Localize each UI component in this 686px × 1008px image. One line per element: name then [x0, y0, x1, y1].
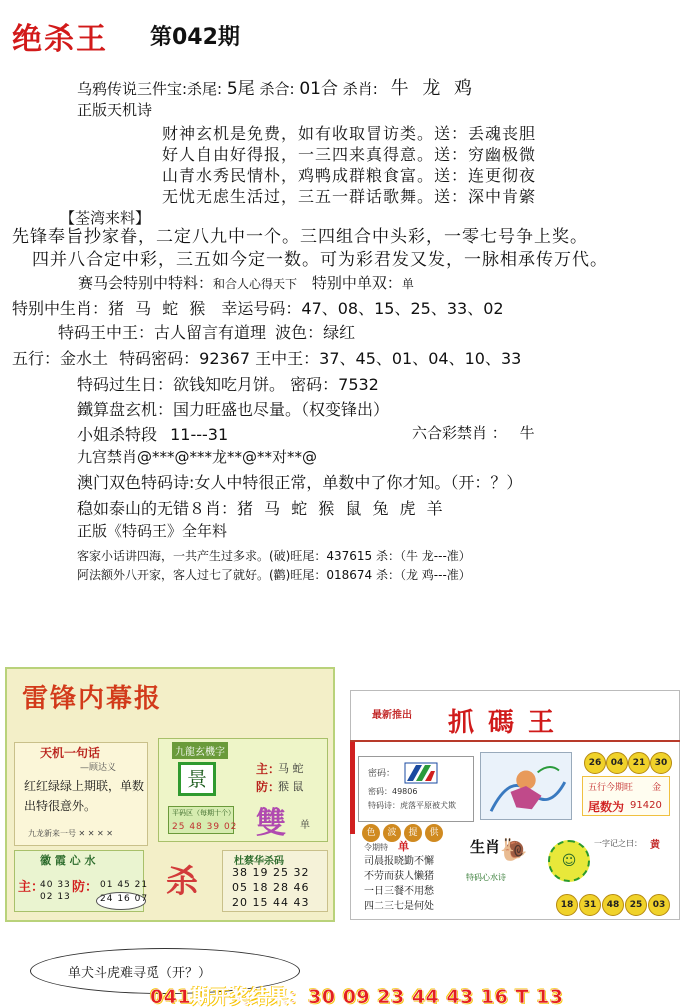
- single-double: 单: [401, 277, 414, 291]
- mythical-figure-illustration: [480, 752, 572, 820]
- main-numbers: 02 13: [40, 892, 71, 902]
- lucky-numbers: 47、08、15、25、33、02: [301, 299, 504, 318]
- poem-line: 财神玄机是免费，如有收取冒访类。送：丢魂丧胆: [162, 124, 537, 143]
- red-strip: [350, 742, 355, 834]
- tail-value: 91420: [630, 800, 662, 811]
- guard-numbers: 01 45 21: [100, 880, 149, 890]
- guard-label: 防：: [256, 780, 281, 794]
- lucky-ball: 18: [556, 894, 578, 916]
- quanwan-line: 四并八合定中彩，三五如今定一数。可为彩君发又发，一脉相承传万代。: [32, 250, 608, 270]
- lucky-ball: 04: [606, 752, 628, 774]
- wave-color: 绿红: [323, 323, 356, 342]
- wuxing-label-r: 五行今期旺: [588, 783, 634, 793]
- kill-numbers-row: 38 19 25 32: [232, 866, 310, 879]
- guard-zodiac: 猴 鼠: [278, 780, 304, 793]
- password-value: 7532: [338, 375, 379, 394]
- kill-xiao-label: 杀肖:: [342, 80, 378, 98]
- dujie-title: 杜蔡华杀码: [234, 856, 284, 867]
- code-label: 特码密码：: [119, 349, 200, 368]
- quanwan-line: 先锋奉旨抄家眷，二定八九中一个。三四组合中头彩，一零七号争上奖。: [12, 227, 588, 247]
- sun-icon: ☺: [548, 840, 590, 882]
- king-label: 特码王中王：: [58, 323, 155, 342]
- kill-tail: 5尾: [226, 79, 255, 99]
- heart-poem-label: 特码心水诗: [466, 873, 506, 882]
- snail-icon: 🐌: [500, 838, 528, 863]
- draw-result: 041期开奖结果：30 09 23 44 43 16 T 13: [150, 986, 564, 1008]
- flat-zone-label: 平码区（每期十个）: [172, 809, 235, 817]
- wuxing-value-r: 金: [652, 783, 662, 793]
- special-zodiac: 猪 马 蛇 猴: [108, 299, 209, 318]
- badge: 供: [425, 824, 443, 842]
- tianji-foot: 九龙新来一号 ✕ ✕ ✕ ✕: [28, 829, 113, 838]
- wuxing-label: 五行：: [12, 349, 61, 368]
- king-value: 古人留言有道理: [154, 323, 267, 342]
- code-value: 92367: [199, 349, 251, 368]
- sha-character: 杀: [166, 862, 199, 900]
- zhuama-poem: 司晨报晓勤不懈 不劳而获人懒猪 一日三餐不用愁 四二三七是何处: [364, 856, 434, 912]
- zhuama-title: 抓碼王: [448, 708, 569, 738]
- jing-character: 景: [178, 762, 216, 796]
- kill-he: 01合: [299, 79, 338, 99]
- kill-xiao: 牛 龙 鸡: [390, 78, 477, 99]
- abacus-line: [77, 397, 389, 420]
- miss-line: [77, 422, 228, 445]
- odd-label: 单: [398, 840, 409, 853]
- birthday-line: [77, 372, 379, 395]
- dan-character: 单: [300, 820, 310, 831]
- password-label-r: 密码：: [368, 769, 396, 779]
- kk-label: 王中王：: [255, 349, 320, 368]
- issue-number: 第042期: [150, 25, 240, 50]
- guard-numbers: 24 16 07: [100, 894, 149, 904]
- poem-line: 山青水秀民情朴，鸡鸭成群粮食富。送：连更彻夜: [162, 166, 537, 185]
- lucky-ball: 31: [579, 894, 601, 916]
- abacus-label: 鐵算盘玄机：: [77, 400, 174, 419]
- lucky-ball: 30: [650, 752, 672, 774]
- tianji-author: —顾达义: [80, 763, 117, 773]
- lucky-ball: 03: [648, 894, 670, 916]
- badge: 提: [404, 824, 422, 842]
- shuang-character: 雙: [256, 806, 286, 841]
- guest-line: 阿法额外八开家，客人过七了就好。(鹳)旺尾：018674 杀：（龙 鸡---准）: [77, 568, 471, 582]
- poem-title: 正版天机诗: [77, 101, 153, 119]
- guard-label-2: 防：: [72, 880, 99, 895]
- kk-value: 37、45、01、04、10、33: [319, 349, 522, 368]
- new-release-label: 最新推出: [372, 710, 412, 721]
- six-ban-line: [412, 422, 535, 443]
- poem-line: 好人自由好得报，一三四来真得意。送：穷幽极微: [162, 145, 537, 164]
- lucky-ball: 26: [584, 752, 606, 774]
- kill-he-label: 杀合:: [259, 80, 295, 98]
- taishan-label: 稳如泰山的无错８肖：: [77, 499, 238, 518]
- tianji-text: 红红绿绿上期联，单数出特很意外。: [24, 779, 145, 813]
- one-word-value: 黄: [650, 840, 660, 851]
- miss-value: 11---31: [170, 425, 229, 444]
- ling-label: 令期特: [364, 843, 388, 852]
- annual-title: 正版《特码王》全年料: [77, 522, 228, 540]
- tail-label: 尾数为: [588, 800, 625, 814]
- kill-numbers-row: 05 18 28 46: [232, 881, 310, 894]
- flat-zone-numbers: 25 48 39 02: [172, 822, 238, 832]
- kill-numbers-row: 20 15 44 43: [232, 896, 310, 909]
- birthday-label: 特码过生日：: [77, 375, 174, 394]
- one-word-label: 一字记之曰：: [594, 839, 642, 848]
- xinshui-title: 徽 霞 心 水: [40, 854, 96, 867]
- tianji-title: 天机一句话: [40, 746, 101, 760]
- crow-line: [77, 74, 476, 100]
- king-line: [58, 320, 355, 343]
- lucky-ball: 48: [602, 894, 624, 916]
- password-number: 密码：49806: [368, 787, 418, 796]
- guest-line: 客家小话讲四海，一共产生过多求。(破)旺尾：437615 杀：（牛 龙---准）: [77, 549, 471, 563]
- leifeng-title: 雷锋内幕报: [22, 684, 163, 714]
- special-zodiac-label: 特别中生肖：: [12, 299, 109, 318]
- lucky-label: 幸运号码：: [221, 299, 302, 318]
- badge: 色: [362, 824, 380, 842]
- cloud-text: 单犬斗虎难寻觅（开？）: [68, 966, 212, 981]
- main-numbers: 40 33: [40, 880, 71, 890]
- tema-poem: 特码诗：虎落平原被犬欺: [368, 801, 456, 810]
- main-label-2: 主：: [18, 880, 45, 895]
- password-label: 密码：: [290, 375, 339, 394]
- special-zodiac-line: [12, 296, 504, 319]
- main-label: 主：: [256, 762, 281, 776]
- six-ban-value: 牛: [519, 424, 535, 442]
- taishan-value: 猪 马 蛇 猴 鼠 兔 虎 羊: [237, 499, 446, 518]
- taishan-line: [77, 496, 446, 519]
- horse-label: 赛马会特别中特料：: [78, 274, 214, 292]
- wuxing-line: [12, 346, 521, 369]
- crow-label: 乌鸦传说三件宝:杀尾:: [77, 80, 223, 98]
- zodiac-label: 生肖: [470, 838, 501, 856]
- macau-poem: 澳门双色特码诗:女人中特很正常，单数中了你才知。（开：？）: [77, 473, 523, 492]
- wuxing-value: 金水土: [60, 349, 109, 368]
- horse-value: 和合人心得天下: [213, 277, 298, 291]
- wave-label: 波色：: [275, 323, 324, 342]
- main-zodiac: 马 蛇: [278, 762, 304, 775]
- abacus-value: 国力旺盛也尽量。（权变锋出）: [173, 400, 390, 419]
- quanwan-label: 【荃湾来料】: [60, 209, 151, 227]
- jiulong-title: 九龍玄機字: [172, 742, 228, 759]
- single-double-label: 特别中单双：: [311, 274, 402, 292]
- lucky-ball: 25: [625, 894, 647, 916]
- nine-palace: 九宫禁肖@***@***龙**@**对**@: [77, 448, 318, 466]
- poem-line: 无忧无虑生活过，三五一群话歌舞。送：深中肯綮: [162, 187, 537, 206]
- badge: 波: [383, 824, 401, 842]
- birthday-value: 欲钱知吃月饼。: [173, 375, 286, 394]
- page-title: 绝杀王: [12, 22, 108, 57]
- horse-line: [78, 272, 414, 293]
- logo-icon: [404, 762, 438, 784]
- lucky-ball: 21: [628, 752, 650, 774]
- miss-label: 小姐杀特段: [77, 425, 158, 444]
- six-ban-label: 六合彩禁肖 ：: [412, 424, 507, 442]
